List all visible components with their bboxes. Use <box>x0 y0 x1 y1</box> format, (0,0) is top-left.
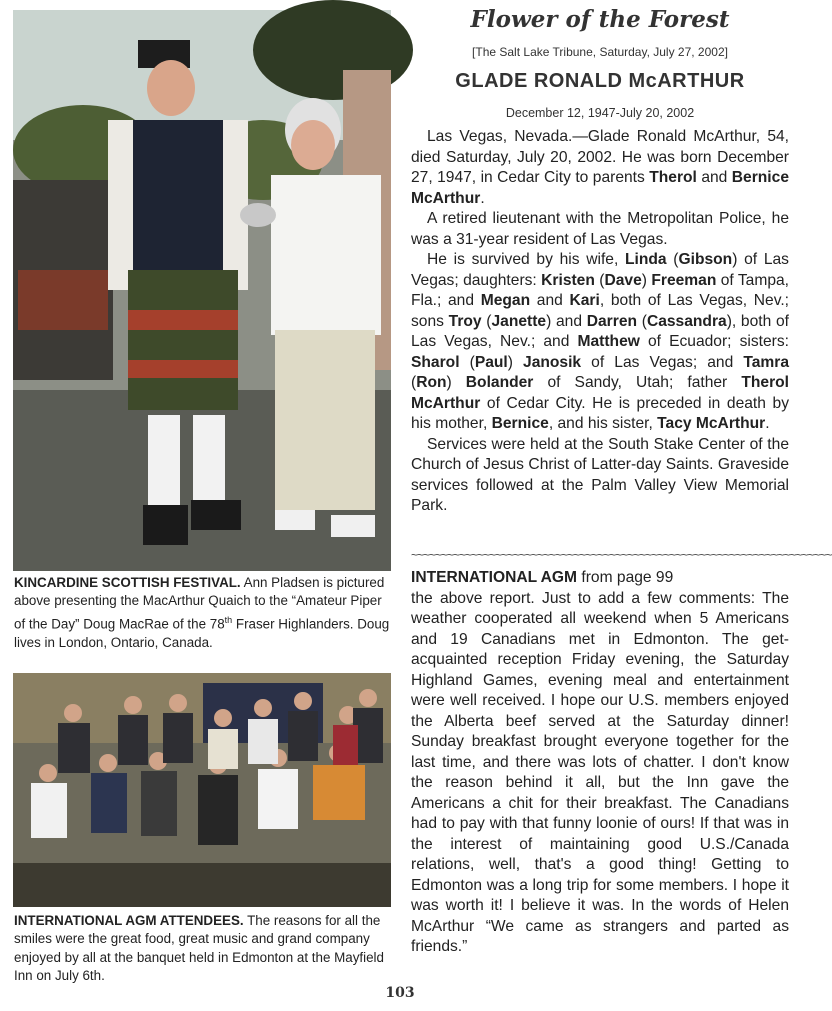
obituary-text: of Tampa, Fla.; and <box>411 271 790 309</box>
obituary-name: Sharol <box>411 353 460 371</box>
caption-lead: KINCARDINE SCOTTISH FESTIVAL. <box>14 575 241 590</box>
obituary-text: ) <box>641 271 652 289</box>
obituary-name: Dave <box>604 271 642 289</box>
obituary-name: Kristen <box>541 271 595 289</box>
caption-text: Ann Pladsen is pictured above presenting the MacArthur Quaich to the “Amateur Piper of the Day” Doug MacRae of the 78 <box>14 575 385 632</box>
agm-continued-from: from page 99 <box>577 569 674 586</box>
obituary-name: Tamra <box>743 353 790 371</box>
festival-photo <box>13 10 391 571</box>
obituary-text: of Ecuador; sisters: <box>639 333 789 350</box>
obituary-body <box>411 127 789 517</box>
obituary-text: of Cedar City. He is preceded in death by his mother, <box>411 394 789 432</box>
obituary-text: ) <box>446 374 466 391</box>
obituary-name: Kari <box>569 292 600 309</box>
caption-lead: INTERNATIONAL AGM ATTENDEES. <box>14 913 244 928</box>
obituary-name: Megan <box>480 292 531 309</box>
agm-paragraph <box>411 568 789 589</box>
agm-photo-caption <box>14 912 392 986</box>
obituary-name: Troy <box>448 312 482 330</box>
source-line: [The Salt Lake Tribune, Saturday, July 27, 2002] <box>472 45 728 59</box>
deceased-name: GLADE RONALD McARTHUR <box>455 70 745 92</box>
agm-heading: INTERNATIONAL AGM <box>411 569 578 586</box>
obituary-text: Las Vegas, Nevada.—Glade Ronald McArthur, 54, died Saturday, July 20, 2002. He was born December 27, 1947, in Cedar City to parents <box>411 128 789 186</box>
obituary-name: Janette <box>491 312 547 330</box>
obituary-text: ( <box>411 374 417 391</box>
obituary-name: Darren <box>586 312 638 330</box>
obituary-name: Ron <box>416 374 447 391</box>
obituary-text: of Las Vegas; and <box>581 353 744 371</box>
obituary-text: ) <box>507 353 524 371</box>
obituary-text: ), both of Las Vegas, Nev.; and <box>411 312 789 350</box>
section-divider: ~~~~~~~~~~~~~~~~~~~~~~~~~~~~~~~~~~~~~~~~~~~~~~~~~~~~~~~~~~~~~~~~~~~~~~ <box>411 548 832 562</box>
obituary-name: Gibson <box>678 251 733 268</box>
obituary-name: Linda <box>625 251 667 268</box>
page-number: 103 <box>385 985 415 1001</box>
caption-text: The reasons for all the smiles were the great food, great music and grand company enjoyed by all at the banquet held in Edmonton at the Mayfield Inn on July 6th. <box>14 913 384 984</box>
obituary-text: ( <box>481 312 492 330</box>
obituary-paragraph <box>411 250 789 435</box>
obituary-text: . <box>480 189 485 207</box>
caption-superscript: th <box>224 614 233 625</box>
obituary-text: of Sandy, Utah; father <box>533 374 742 391</box>
section-masthead: Flower of the Forest <box>470 6 730 33</box>
obituary-paragraph <box>411 127 789 209</box>
agm-attendees-photo-image <box>13 673 391 907</box>
obituary-name: Bernice <box>491 415 549 432</box>
obituary-text: , and his sister, <box>548 415 658 432</box>
caption-text: Fraser Highlanders. Doug lives in London, Ontario, Canada. <box>14 616 390 650</box>
festival-photo-caption <box>14 574 392 652</box>
obituary-text: Services were held at the South Stake Center of the Church of Jesus Christ of Latter-day Saints. Graveside services followed at the Palm Valley View Memorial Park. <box>411 435 789 514</box>
obituary-name: Paul <box>474 353 508 371</box>
obituary-name: Therol McArthur <box>411 374 789 412</box>
obituary-name: Bolander <box>465 374 534 391</box>
obituary-text: , both of Las Vegas, Nev.; sons <box>411 292 790 330</box>
obituary-text: A retired lieutenant with the Metropolitan Police, he was a 31-year resident of Las Vegas. <box>411 210 789 248</box>
obituary-name: Matthew <box>577 333 640 350</box>
obituary-text: ( <box>594 271 605 289</box>
obituary-paragraph <box>411 209 789 250</box>
festival-photo-image <box>13 10 391 571</box>
obituary-name: Therol <box>649 169 697 186</box>
obituary-text: . <box>765 415 770 432</box>
obituary-text: ) of Las Vegas; daughters: <box>411 251 789 289</box>
obituary-text: He is survived by his wife, <box>427 251 625 268</box>
obituary-name: Janosik <box>523 353 582 371</box>
obituary-name: Tacy McArthur <box>657 415 766 432</box>
obituary-text: ) and <box>546 312 587 330</box>
obituary-text: ( <box>666 251 679 268</box>
obituary-text: ( <box>637 312 647 330</box>
life-dates: December 12, 1947-July 20, 2002 <box>505 106 695 120</box>
obituary-name: Bernice McArthur <box>411 169 789 207</box>
obituary-text: and <box>696 169 732 186</box>
obituary-paragraph <box>411 435 789 517</box>
obituary-name: Cassandra <box>646 312 727 330</box>
agm-text: the above report. Just to add a few comments: The weather cooperated all weekend when 5 Americans and 19 Canadians met in Edmonton. The get-acquainted reception Friday evening, the Saturday Highland Games, evening meal and entertainment were well received. I hope our U.S. members enjoyed the Alberta beef served at the Saturday dinner! Sunday breakfast brought everyone together for the last time, and there was lots of chatter. I don't know the reason behind it all, but the Inn gave the Americans a chit for their breakfast. The Canadians had to pay with that funny loonie of ours! If that was in the interest of maintaining good U.S./Canada relations, well, that's a good thing! Getting to Edmonton was a long trip for some members. I hope it was worth it! I believe it was. In the words of Helen McArthur “We came as strangers and parted as friends.” <box>411 589 789 955</box>
agm-attendees-photo <box>13 673 391 907</box>
obituary-text: and <box>530 292 570 309</box>
obituary-name: Freeman <box>651 271 717 289</box>
obituary-text: ( <box>459 353 475 371</box>
agm-article <box>411 568 789 958</box>
